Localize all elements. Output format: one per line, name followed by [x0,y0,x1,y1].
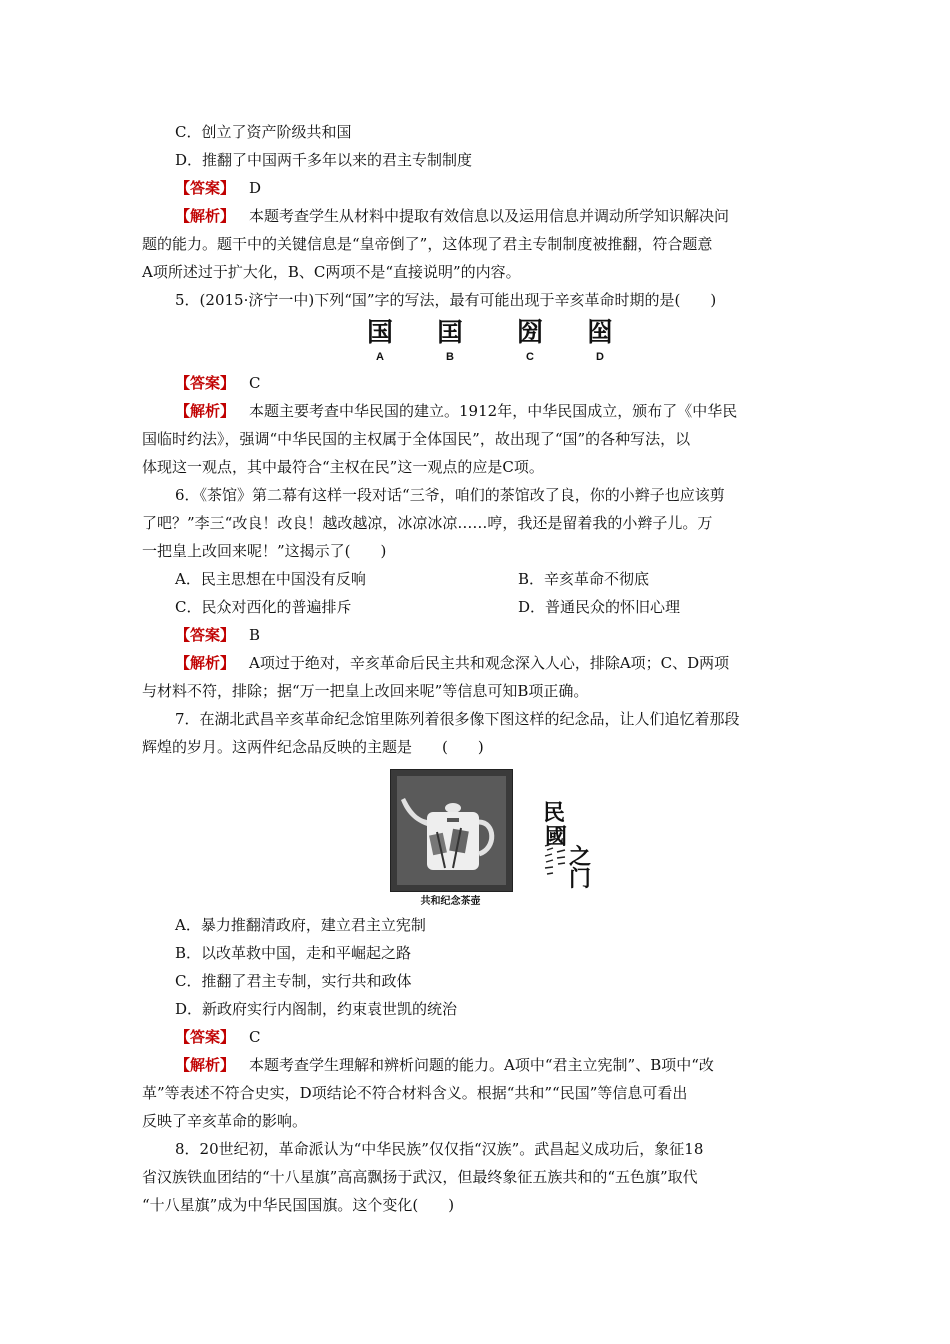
calligraphy-char: 之 [569,844,592,870]
guo-label: A [376,351,384,363]
guo-glyph: 囶 [586,318,613,348]
q7-stem-line-2: 辉煌的岁月。这两件纪念品反映的主题是 ( ) [142,738,484,756]
guo-glyph: 囯 [436,318,463,348]
q7-option-c: C．推翻了君主专制，实行共和政体 [175,972,412,990]
q7-option-b: B．以改革救中国，走和平崛起之路 [175,944,412,962]
q6-options-row-2 [175,595,845,619]
minguo-gate-calligraphy [541,796,601,892]
calligraphy-scribble-icon [541,842,569,882]
q7-answer-line [175,1025,845,1049]
guo-option-d [580,316,620,364]
analysis-tag: 【解析】 [175,1056,236,1074]
q6-option-c: C．民众对西化的普遍排斥 [175,598,352,616]
q5-character-options [360,316,640,366]
q6-options-row-1 [175,567,845,591]
analysis-text: 本题考查学生理解和辨析问题的能力。A项中“君主立宪制”、B项中“改 [249,1056,714,1074]
q4-answer-line [175,176,845,200]
guo-option-a [360,316,400,364]
q7-option-a: A．暴力推翻清政府，建立君主立宪制 [175,916,426,934]
analysis-tag: 【解析】 [175,654,236,672]
q8-stem-line-3: “十八星旗”成为中华民国国旗。这个变化( ) [142,1196,455,1214]
q6-option-b: B．辛亥革命不彻底 [518,570,650,588]
q6-stem-line-1: 6．《茶馆》第二幕有这样一段对话“三爷，咱们的茶馆改了良，你的小辫子也应该剪 [175,486,725,504]
q5-analysis-line-3: 体现这一观点，其中最符合“主权在民”这一观点的应是C项。 [142,458,544,476]
guo-option-b [430,316,470,364]
analysis-tag: 【解析】 [175,207,236,225]
q5-analysis-line-2: 国临时约法》，强调“中华民国的主权属于全体国民”，故出现了“国”的各种写法，以 [142,430,691,448]
answer-value: B [249,626,261,644]
q6-analysis-line-1 [175,651,845,675]
q5-analysis-line-1 [175,399,845,423]
guo-glyph: 圀 [516,318,543,348]
q7-analysis-line-3: 反映了辛亥革命的影响。 [142,1112,308,1130]
answer-value: C [249,374,261,392]
analysis-text: 本题考查学生从材料中提取有效信息以及运用信息并调动所学知识解决问 [249,207,730,225]
q4-analysis-line-2: 题的能力。题干中的关键信息是“皇帝倒了”，这体现了君主专制制度被推翻，符合题意 [142,235,713,253]
q7-option-d: D．新政府实行内阁制，约束袁世凯的统治 [175,1000,458,1018]
analysis-text: 本题主要考查中华民国的建立。1912年，中华民国成立，颁布了《中华民 [249,402,738,420]
q8-stem-line-1: 8．20世纪初，革命派认为“中华民族”仅仅指“汉族”。武昌起义成功后，象征18 [175,1140,704,1158]
q4-option-c: C．创立了资产阶级共和国 [175,123,352,141]
answer-tag: 【答案】 [175,374,236,392]
q5-answer-line [175,371,845,395]
teapot-caption: 共和纪念茶壶 [420,896,481,907]
answer-tag: 【答案】 [175,1028,236,1046]
guo-label: B [446,351,454,363]
analysis-text: A项过于绝对，辛亥革命后民主共和观念深入人心，排除A项；C、D两项 [249,654,730,672]
answer-value: C [249,1028,261,1046]
guo-glyph: 国 [366,318,393,348]
q6-option-d: D．普通民众的怀旧心理 [518,598,681,616]
q4-option-d: D．推翻了中国两千多年以来的君主专制制度 [175,151,473,169]
calligraphy-char: 民 [543,800,566,826]
q7-analysis-line-1 [175,1053,845,1077]
guo-option-c [510,316,550,364]
q8-stem-line-2: 省汉族铁血团结的“十八星旗”高高飘扬于武汉，但最终象征五族共和的“五色旗”取代 [142,1168,698,1186]
analysis-tag: 【解析】 [175,402,236,420]
calligraphy-char: 门 [569,866,592,892]
q6-answer-line [175,623,845,647]
guo-label: C [526,351,534,363]
guo-label: D [596,351,604,363]
q5-stem: 5．(2015·济宁一中)下列“国”字的写法，最有可能出现于辛亥革命时期的是( ) [175,291,717,309]
answer-tag: 【答案】 [175,179,236,197]
q7-stem-line-1: 7．在湖北武昌辛亥革命纪念馆里陈列着很多像下图这样的纪念品，让人们追忆着那段 [175,710,740,728]
teapot-photo [390,769,513,892]
q7-analysis-line-2: 革”等表述不符合史实，D项结论不符合材料含义。根据“共和”“民国”等信息可看出 [142,1084,688,1102]
answer-tag: 【答案】 [175,626,236,644]
answer-value: D [249,179,262,197]
q6-analysis-line-2: 与材料不符，排除；据“万一把皇上改回来呢”等信息可知B项正确。 [142,682,589,700]
q6-stem-line-3: 一把皇上改回来呢！”这揭示了( ) [142,542,387,560]
q6-stem-line-2: 了吧？”李三“改良！改良！越改越凉，冰凉冰凉……哼，我还是留着我的小辫子儿。万 [142,514,713,532]
q4-analysis-line-3: A项所述过于扩大化，B、C两项不是“直接说明”的内容。 [142,263,521,281]
calligraphy-char: 國 [545,824,568,850]
q4-analysis-line-1 [175,204,845,228]
q6-option-a: A．民主思想在中国没有反响 [175,570,366,588]
teapot-illustration [391,770,512,891]
